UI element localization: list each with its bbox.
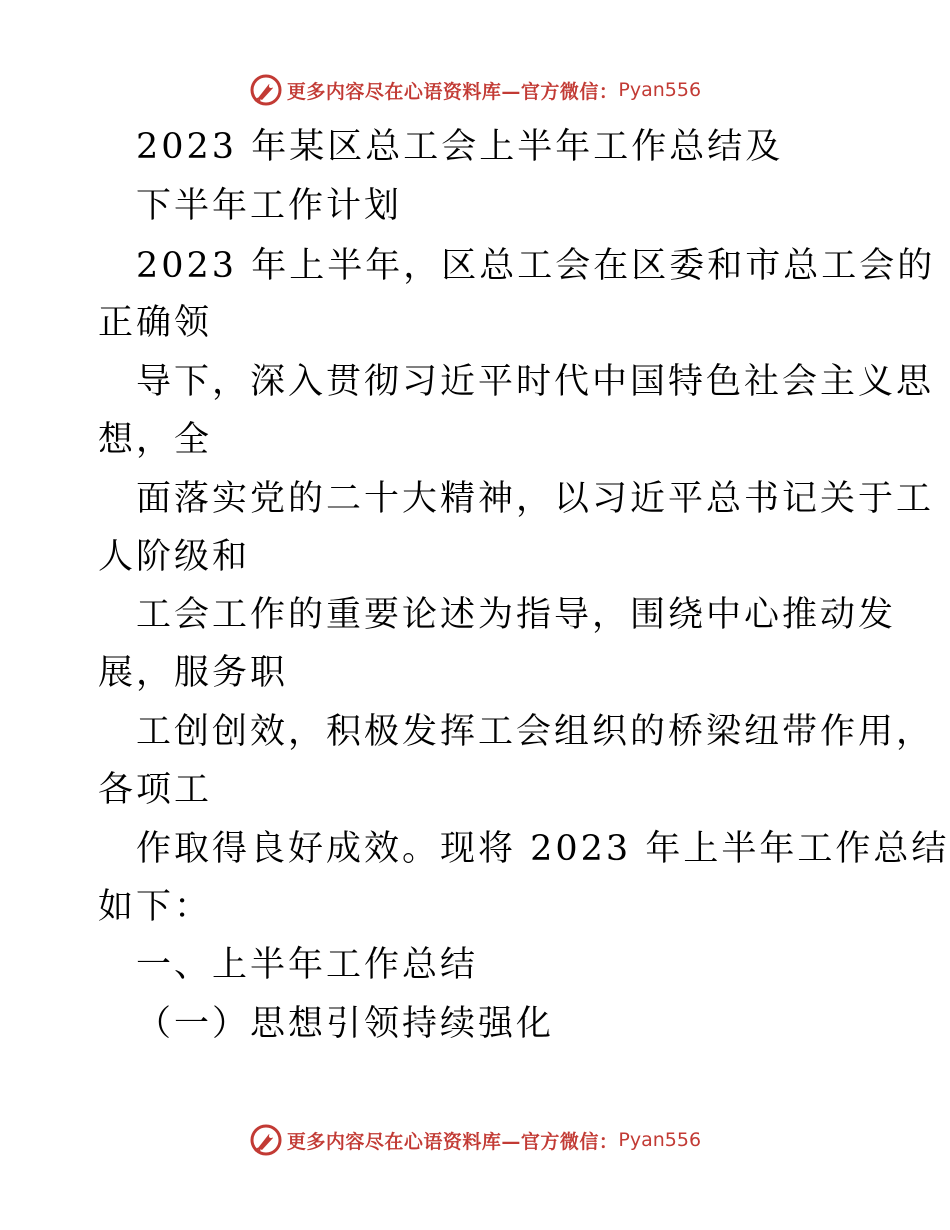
footer-watermark [0, 1120, 950, 1160]
watermark-account: Pyan556 [618, 79, 702, 101]
subsection-heading: （一）思想引领持续强化 [136, 1004, 555, 1044]
paragraph-line: 面落实党的二十大精神，以习近平总书记关于工 [136, 479, 935, 519]
paragraph-line: 导下，深入贯彻习近平时代中国特色社会主义思 [136, 362, 935, 402]
paragraph-line: 如下： [98, 887, 213, 927]
pen-nib-logo-icon [249, 1123, 283, 1157]
section-heading: 一、上半年工作总结 [136, 945, 479, 985]
pen-nib-logo-icon [249, 73, 283, 107]
document-title-line-1: 2023 年某区总工会上半年工作总结及 [136, 127, 784, 167]
watermark-account: Pyan556 [618, 1129, 702, 1151]
paragraph-line: 各项工 [98, 770, 213, 810]
paragraph-line: 正确领 [98, 303, 213, 343]
paragraph-line: 工创创效，积极发挥工会组织的桥梁纽带作用， [136, 712, 935, 752]
paragraph-line: 工会工作的重要论述为指导，围绕中心推动发 [136, 595, 897, 635]
paragraph-line: 展，服务职 [98, 653, 289, 693]
paragraph-line: 作取得良好成效。现将 2023 年上半年工作总结 [136, 829, 950, 869]
paragraph-line: 人阶级和 [98, 537, 251, 577]
paragraph-line: 2023 年上半年，区总工会在区委和市总工会的 [136, 246, 936, 286]
document-title-line-2: 下半年工作计划 [136, 186, 403, 226]
paragraph-line: 想，全 [98, 420, 213, 460]
watermark-slogan: 更多内容尽在心语资料库—官方微信： [286, 1130, 619, 1153]
header-watermark [0, 70, 950, 110]
watermark-slogan: 更多内容尽在心语资料库—官方微信： [286, 80, 619, 103]
